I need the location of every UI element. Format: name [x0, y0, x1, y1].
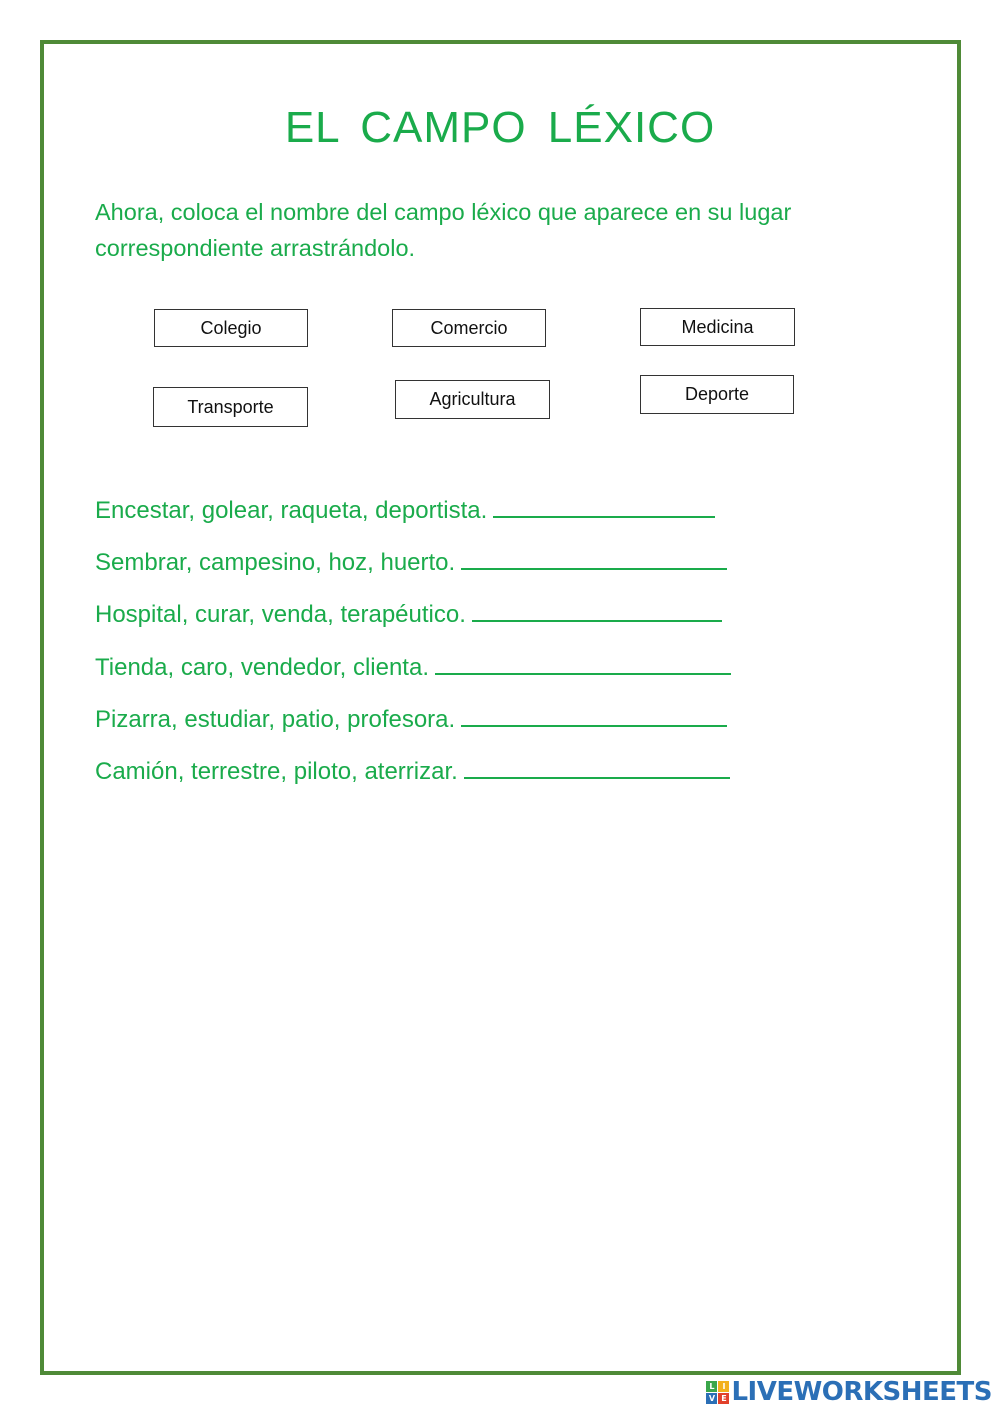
sentence-row	[95, 651, 731, 682]
sentence-text: Camión, terrestre, piloto, aterrizar.	[95, 758, 458, 785]
logo-mark-icon: L I V E	[706, 1381, 729, 1404]
drop-target-blank[interactable]	[461, 703, 727, 727]
sentence-text: Encestar, golear, raqueta, deportista.	[95, 497, 488, 524]
sentence-text: Pizarra, estudiar, patio, profesora.	[95, 706, 456, 733]
liveworksheets-logo	[706, 1377, 992, 1407]
drag-chip-colegio[interactable]: Colegio	[154, 309, 308, 347]
drop-target-blank[interactable]	[464, 755, 730, 779]
sentence-row	[95, 755, 730, 786]
instructions-text: Ahora, coloca el nombre del campo léxico que aparece en su lugar correspondiente arrastrándolo.	[95, 199, 792, 261]
drop-target-blank[interactable]	[472, 598, 722, 622]
drop-target-blank[interactable]	[493, 494, 715, 518]
sentence-text: Hospital, curar, venda, terapéutico.	[95, 601, 466, 628]
sentence-text: Tienda, caro, vendedor, clienta.	[95, 654, 429, 681]
sentence-row	[95, 703, 727, 734]
sentence-text: Sembrar, campesino, hoz, huerto.	[95, 549, 456, 576]
page-title: EL CAMPO LÉXICO	[284, 103, 716, 152]
drag-chip-medicina[interactable]: Medicina	[640, 308, 795, 346]
sentence-row	[95, 546, 727, 577]
drag-chip-transporte[interactable]: Transporte	[153, 387, 308, 427]
drop-target-blank[interactable]	[461, 546, 727, 570]
drag-chip-comercio[interactable]: Comercio	[392, 309, 546, 347]
logo-text: LIVEWORKSHEETS	[731, 1377, 992, 1407]
drag-chip-deporte[interactable]: Deporte	[640, 375, 794, 414]
drag-chip-agricultura[interactable]: Agricultura	[395, 380, 550, 419]
sentence-row	[95, 494, 715, 525]
drop-target-blank[interactable]	[435, 651, 731, 675]
sentence-row	[95, 598, 722, 629]
